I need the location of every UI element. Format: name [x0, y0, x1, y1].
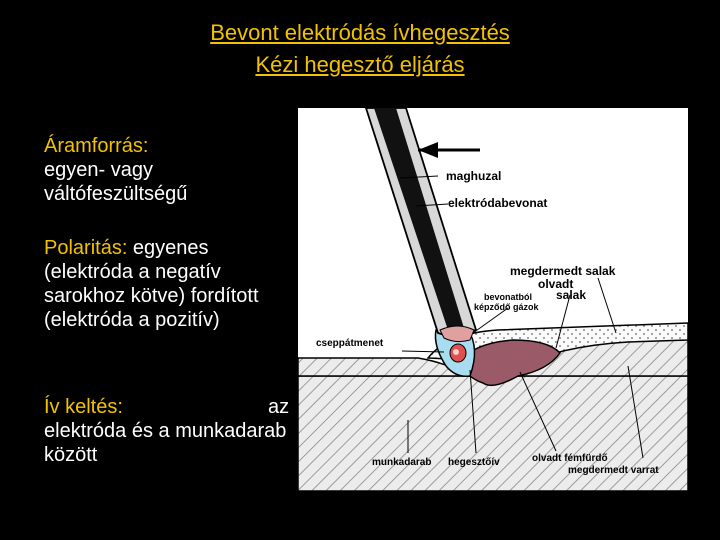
title-line-2: Kézi hegesztő eljárás: [255, 52, 465, 77]
welding-diagram-svg: [298, 108, 688, 491]
label-elektrodabevonat: elektródabevonat: [448, 196, 548, 210]
label-bevonatbol-2: képződő gázok: [474, 302, 539, 312]
welding-diagram: [298, 108, 688, 491]
label-munkadarab: munkadarab: [372, 457, 432, 468]
polaritas-label: Polaritás:: [44, 237, 128, 259]
title-line-1: Bevont elektródás ívhegesztés: [210, 20, 510, 45]
ivkeltes-text: elektróda és a munkadarab között: [44, 420, 287, 466]
droplet-highlight: [453, 349, 459, 355]
ivkeltes-suffix: az: [268, 396, 290, 418]
label-olvadt-salak-2: salak: [556, 288, 587, 302]
label-bevonatbol-1: bevonatból: [484, 292, 533, 302]
label-hegesztoiv: hegesztőív: [448, 457, 500, 468]
section-polaritas: [44, 236, 289, 332]
section-aramforras: [44, 134, 289, 206]
label-olvadt-femfurdo: olvadt fémfürdő: [532, 453, 608, 464]
section-ivkeltes: [44, 395, 289, 467]
aramforras-label: Áramforrás:: [44, 135, 149, 157]
aramforras-text: egyen- vagy váltófeszültségű: [44, 159, 188, 205]
polaritas-text: egyenes (elektróda a negatív sarokhoz kötve) fordított (elektróda a pozitív): [44, 237, 259, 331]
label-maghuzal: maghuzal: [446, 169, 502, 183]
label-megdermedt-salak: megdermedt salak: [510, 264, 616, 278]
electrode-core: [374, 108, 464, 330]
label-olvadt-salak-1: olvadt: [538, 277, 574, 291]
ivkeltes-label: Ív keltés:: [44, 396, 123, 418]
label-megdermedt-varrat: megdermedt varrat: [568, 465, 659, 476]
label-cseppatmenet: cseppátmenet: [316, 338, 384, 349]
